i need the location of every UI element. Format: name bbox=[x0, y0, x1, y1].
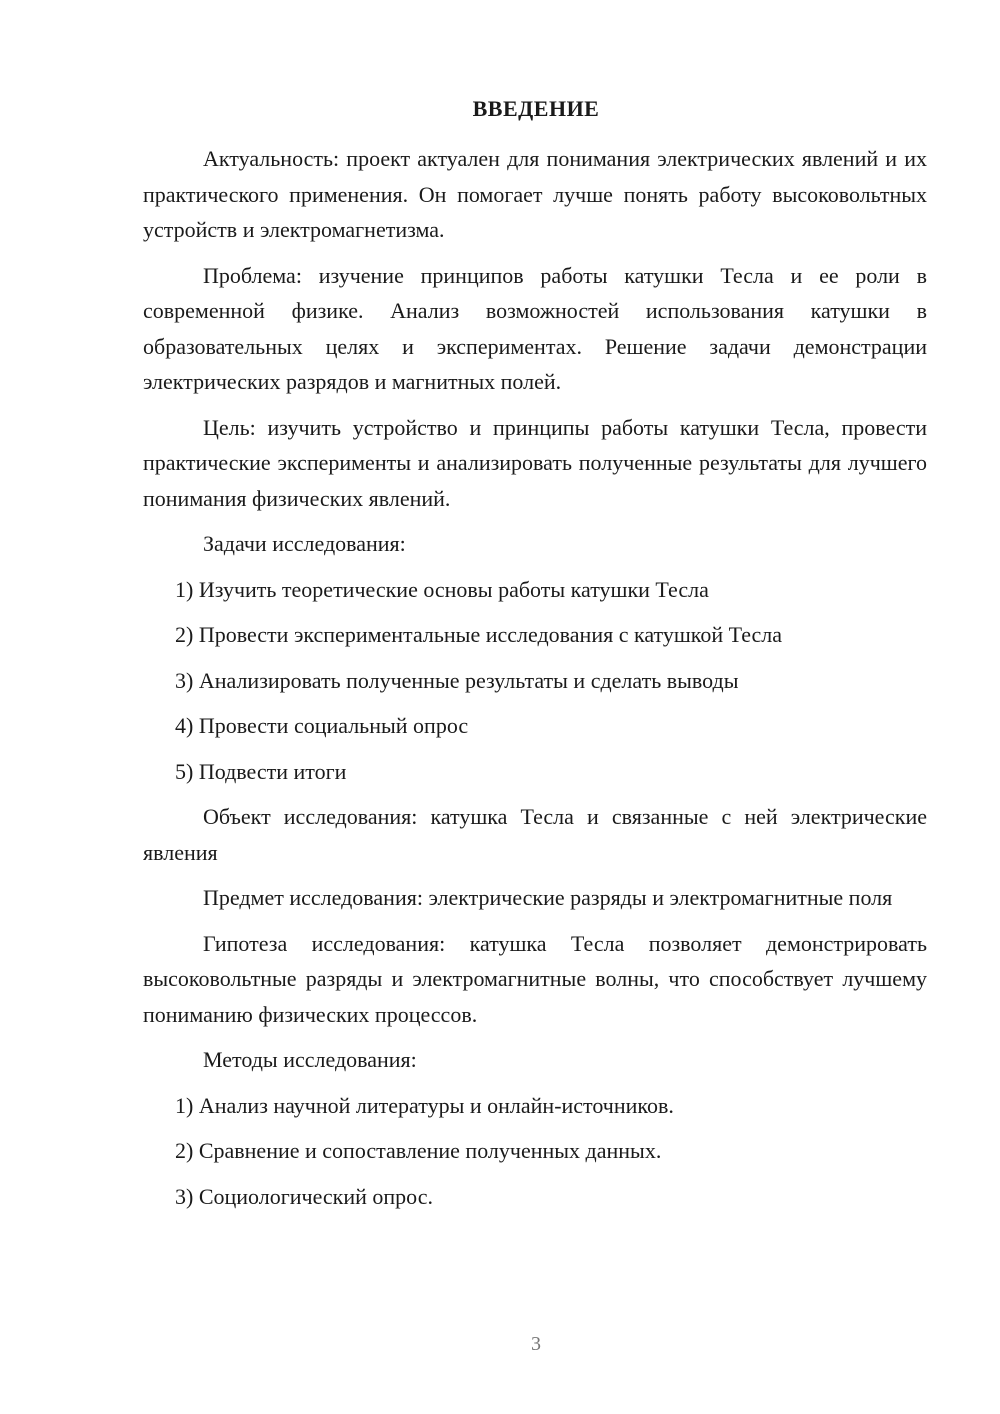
method-item: 2) Сравнение и сопоставление полученных данных. bbox=[175, 1138, 662, 1163]
document-body bbox=[143, 141, 927, 1224]
task-item: 2) Провести экспериментальные исследования с катушкой Тесла bbox=[175, 622, 783, 647]
task-item: 5) Подвести итоги bbox=[175, 758, 347, 784]
subject-paragraph: Предмет исследования: электрические разряды и электромагнитные поля bbox=[203, 885, 893, 910]
page-title: ВВЕДЕНИЕ bbox=[472, 96, 600, 121]
task-item: 4) Провести социальный опрос bbox=[175, 713, 469, 738]
object-paragraph: Объект исследования: катушка Тесла и связанные с ней электрические явления bbox=[143, 804, 927, 865]
method-item: 3) Социологический опрос. bbox=[175, 1183, 433, 1209]
task-item: 3) Анализировать полученные результаты и сделать выводы bbox=[175, 667, 739, 693]
goal-paragraph: Цель: изучить устройство и принципы работы катушки Тесла, провести практические эксперименты и анализировать полученные результаты для лучшего понимания физических явлений. bbox=[143, 414, 927, 511]
page-number: 3 bbox=[531, 1333, 541, 1355]
tasks-heading: Задачи исследования: bbox=[203, 531, 406, 556]
problem-paragraph: Проблема: изучение принципов работы катушки Тесла и ее роли в современной физике. Анализ возможностей использования катушки в образовательных целях и экспериментах. Решение задачи демонстрации электрических разрядов и магнитных полей. bbox=[143, 262, 927, 394]
relevance-paragraph: Актуальность: проект актуален для понимания электрических явлений и их практического применения. Он помогает лучше понять работу высоковольтных устройств и электромагнетизма. bbox=[143, 146, 927, 242]
method-item: 1) Анализ научной литературы и онлайн-источников. bbox=[175, 1092, 674, 1118]
task-item: 1) Изучить теоретические основы работы катушки Тесла bbox=[175, 576, 709, 602]
methods-heading: Методы исследования: bbox=[203, 1047, 417, 1072]
hypothesis-paragraph: Гипотеза исследования: катушка Тесла позволяет демонстрировать высоковольтные разряды и электромагнитные волны, что способствует лучшему пониманию физических процессов. bbox=[143, 930, 927, 1027]
